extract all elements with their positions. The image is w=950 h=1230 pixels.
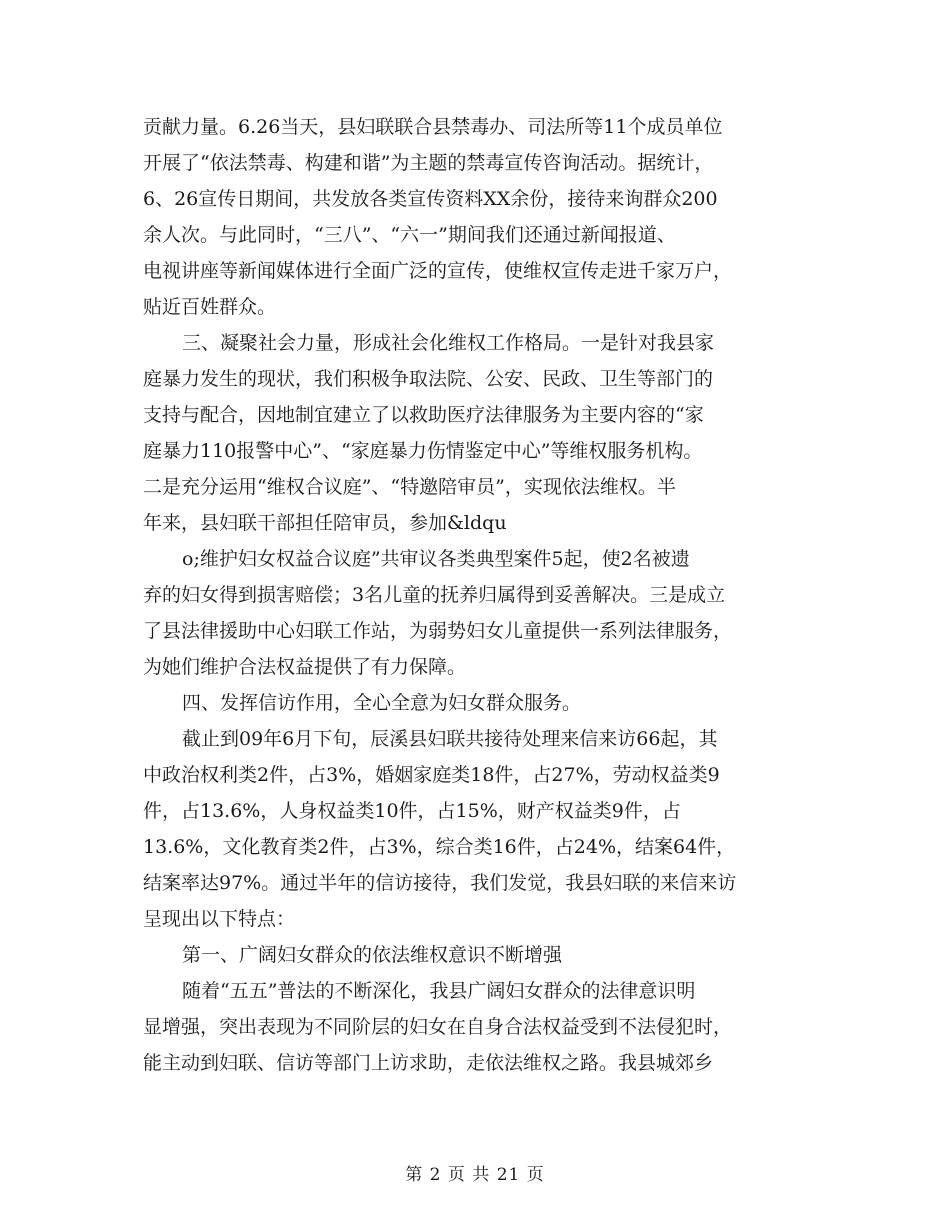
text-line: 贴近百姓群众。 [143,296,277,318]
text-line: 庭暴力110报警中心”、“家庭暴力伤情鉴定中心”等维权服务机构。 [143,440,703,462]
section-heading: 三、凝聚社会力量，形成社会化维权工作格局。一是针对我县家 [182,332,715,354]
text-line: 开展了“依法禁毒、构建和谐”为主题的禁毒宣传咨询活动。据统计， [143,152,714,174]
text-line: 随着“五五”普法的不断深化，我县广阔妇女群众的法律意识明 [182,980,696,1002]
text-line: 贡献力量。6.26当天，县妇联联合县禁毒办、司法所等11个成员单位 [143,116,723,138]
text-line: 为她们维护合法权益提供了有力保障。 [143,656,467,678]
section-heading: 四、发挥信访作用，全心全意为妇女群众服务。 [182,692,582,714]
text-line: 件，占13.6%，人身权益类10件，占15%，财产权益类9件，占 [143,800,681,822]
text-line: 13.6%，文化教育类2件，占3%，综合类16件，占24%，结案64件， [143,836,736,858]
text-line: o;维护妇女权益合议庭”共审议各类典型案件5起，使2名被遗 [182,548,690,570]
text-line: 弃的妇女得到损害赔偿；3名儿童的抚养归属得到妥善解决。三是成立 [143,584,726,606]
text-line: 结案率达97%。通过半年的信访接待，我们发觉，我县妇联的来信来访 [143,872,737,894]
text-line: 能主动到妇联、信访等部门上访求助，走依法维权之路。我县城郊乡 [143,1052,714,1074]
text-line: 呈现出以下特点： [143,908,296,930]
page-number: 第 2 页 共 21 页 [405,1165,545,1185]
text-line: 中政治权利类2件，占3%，婚姻家庭类18件，占27%，劳动权益类9 [143,764,720,786]
text-line: 余人次。与此同时，“三八”、“六一”期间我们还通过新闻报道、 [143,224,676,246]
text-line: 显增强，突出表现为不同阶层的妇女在自身合法权益受到不法侵犯时， [143,1016,733,1038]
text-line: 6、26宣传日期间，共发放各类宣传资料XX余份，接待来询群众200 [143,188,718,210]
text-line: 了县法律援助中心妇联工作站，为弱势妇女儿童提供一系列法律服务， [143,620,733,642]
text-line: 电视讲座等新闻媒体进行全面广泛的宣传，使维权宣传走进千家万户， [143,260,733,282]
text-line: 庭暴力发生的现状，我们积极争取法院、公安、民政、卫生等部门的 [143,368,714,390]
text-line: 截止到09年6月下旬，辰溪县妇联共接待处理来信来访66起，其 [182,728,718,750]
text-line: 年来，县妇联干部担任陪审员，参加&ldqu [143,512,507,534]
text-line: 支持与配合，因地制宜建立了以救助医疗法律服务为主要内容的“家 [143,404,704,426]
text-line: 二是充分运用“维权合议庭”、“特邀陪审员”，实现依法维权。半 [143,476,676,498]
section-heading: 第一、广阔妇女群众的依法维权意识不断增强 [182,944,563,966]
